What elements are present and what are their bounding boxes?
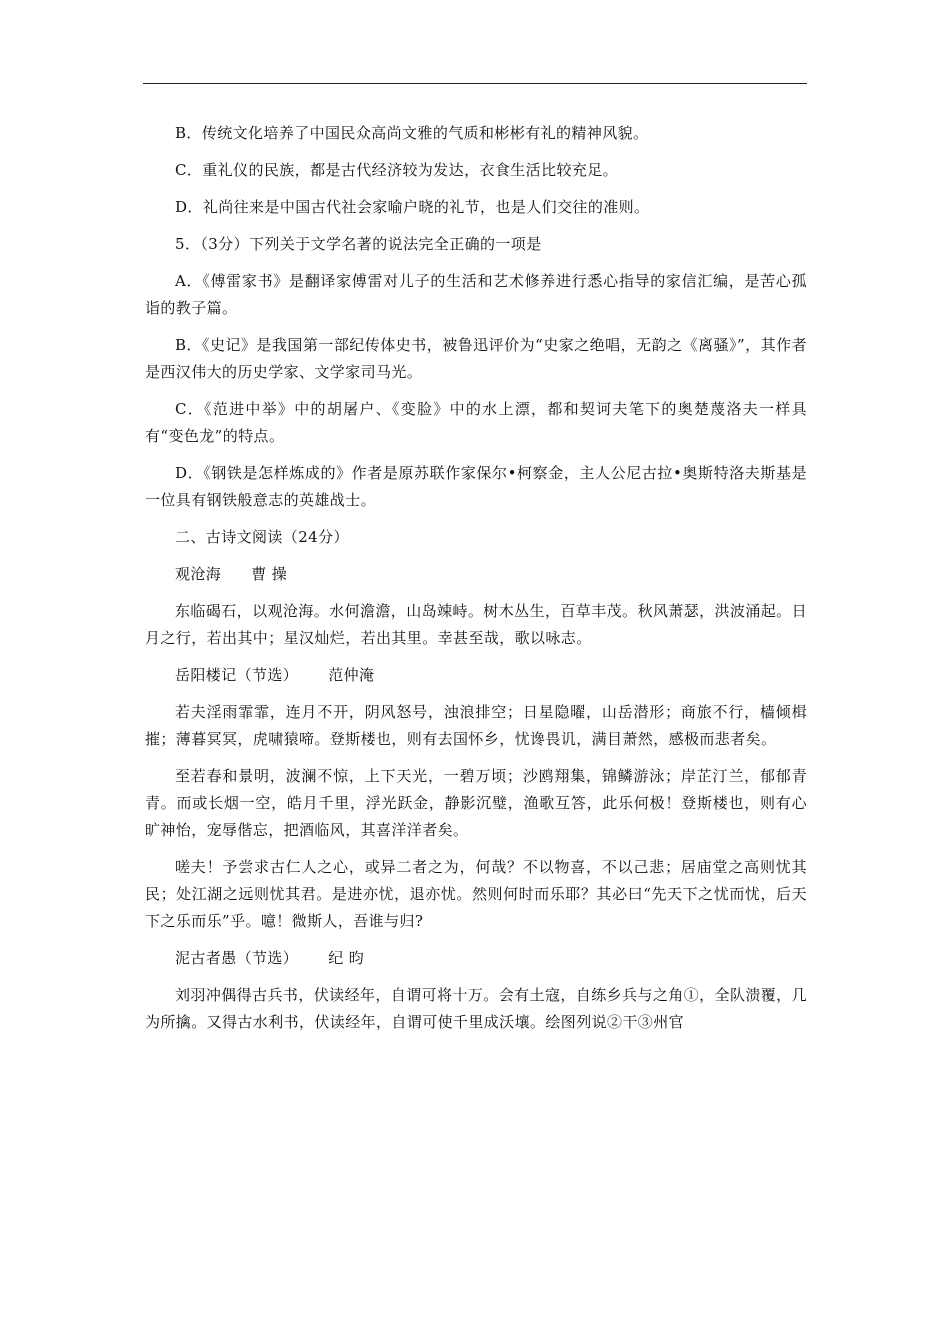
prose-title-line <box>145 662 807 689</box>
poem-text: 东临碣石，以观沧海。水何澹澹，山岛竦峙。树木丛生，百草丰茂。秋风萧瑟，洪波涌起。日月之行，若出其中；星汉灿烂，若出其里。幸甚至哉，歌以咏志。 <box>145 602 807 647</box>
excerpt-text: 刘羽冲偶得古兵书，伏读经年，自谓可将十万。会有土寇，自练乡兵与之角①，全队溃覆，几为所擒。又得古水利书，伏读经年，自谓可使千里成沃壤。绘图列说②干③州官 <box>145 986 807 1031</box>
excerpt-author: 纪 昀 <box>328 949 365 967</box>
section-heading: 二、古诗文阅读（24分） <box>175 528 349 546</box>
document-body <box>145 120 807 1046</box>
poem-title: 观沧海 <box>175 565 222 583</box>
prose-paragraph-3: 嗟夫！予尝求古仁人之心，或异二者之为，何哉？不以物喜，不以己悲；居庙堂之高则忧其民；处江湖之远则忧其君。是进亦忧，退亦忧。然则何时而乐耶？其必曰“先天下之忧而忧，后天下之乐而乐”乎。噫！微斯人，吾谁与归? <box>145 858 807 930</box>
prose-title: 岳阳楼记（节选） <box>175 666 299 684</box>
option-d-culture: D．礼尚往来是中国古代社会家喻户晓的礼节，也是人们交往的准则。 <box>175 198 650 216</box>
question-5-option-d: D．《钢铁是怎样炼成的》作者是原苏联作家保尔•柯察金，主人公尼古拉•奥斯特洛夫斯基是一位具有钢铁般意志的英雄战士。 <box>145 464 807 509</box>
question-5-option-a: A．《傅雷家书》是翻译家傅雷对儿子的生活和艺术修养进行悉心指导的家信汇编，是苦心孤诣的教子篇。 <box>145 272 807 317</box>
prose-paragraph-1: 若夫淫雨霏霏，连月不开，阴风怒号，浊浪排空；日星隐曜，山岳潜形；商旅不行，樯倾楫摧；薄暮冥冥，虎啸猿啼。登斯楼也，则有去国怀乡，忧谗畏讥，满目萧然，感极而悲者矣。 <box>145 703 807 748</box>
prose-author: 范仲淹 <box>328 666 375 684</box>
option-c-culture: C．重礼仪的民族，都是古代经济较为发达，衣食生活比较充足。 <box>175 161 619 179</box>
option-b-culture: B．传统文化培养了中国民众高尚文雅的气质和彬彬有礼的精神风貌。 <box>175 124 649 142</box>
poem-author: 曹 操 <box>251 565 288 583</box>
prose-paragraph-2: 至若春和景明，波澜不惊，上下天光，一碧万顷；沙鸥翔集，锦鳞游泳；岸芷汀兰，郁郁青青。而或长烟一空，皓月千里，浮光跃金，静影沉璧，渔歌互答，此乐何极！登斯楼也，则有心旷神怡，宠辱偕忘，把酒临风，其喜洋洋者矣。 <box>145 767 807 839</box>
question-5-option-c: C．《范进中举》中的胡屠户、《变脸》中的水上漂，都和契诃夫笔下的奥楚蔑洛夫一样具有“变色龙”的特点。 <box>145 400 807 445</box>
question-5-option-b: B．《史记》是我国第一部纪传体史书，被鲁迅评价为“史家之绝唱，无韵之《离骚》”，其作者是西汉伟大的历史学家、文学家司马光。 <box>145 336 807 381</box>
excerpt-title-line <box>145 945 807 972</box>
excerpt-title: 泥古者愚（节选） <box>175 949 299 967</box>
poem-title-line <box>145 561 807 588</box>
question-5: 5．（3分）下列关于文学名著的说法完全正确的一项是 <box>175 235 542 253</box>
header-rule <box>143 83 807 84</box>
